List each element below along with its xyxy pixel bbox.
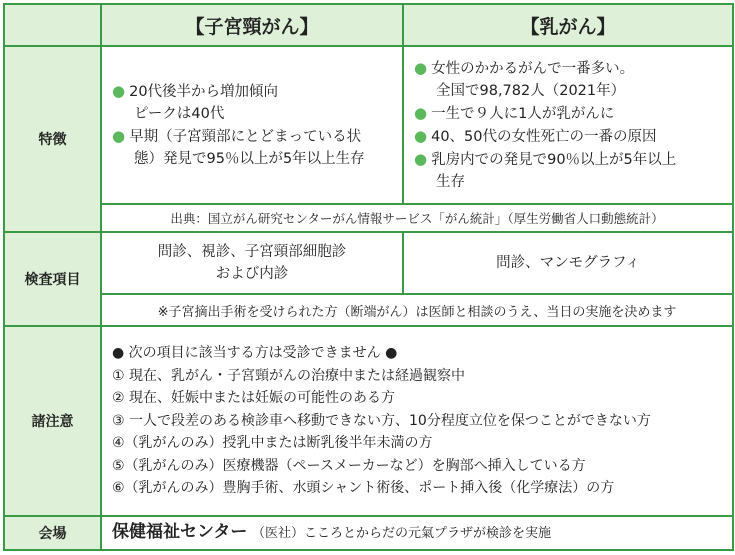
caution-item: ⑥（乳がんのみ）豊胸手術、水頭シャント術後、ポート挿入後（化学療法）の方 <box>112 480 615 497</box>
exam-cervical: 問診、視診、子宮頸部細胞診 および内診 <box>101 232 403 294</box>
header-breast: 【乳がん】 <box>403 4 733 46</box>
exam-label: 検査項目 <box>4 232 101 326</box>
header-cervical: 【子宮頸がん】 <box>101 4 403 46</box>
screening-table <box>3 3 734 551</box>
bullet-icon: ● <box>414 127 428 145</box>
header-corner <box>4 4 101 46</box>
caution-item: ④（乳がんのみ）授乳中または断乳後半年未満の方 <box>112 435 433 452</box>
caution-item: ② 現在、妊娠中または妊娠の可能性のある方 <box>112 390 395 407</box>
venue-detail: （医社）こころとからだの元氣プラザが検診を実施 <box>251 526 551 541</box>
features-breast: ● 女性のかかるがんで一番多い。 全国で98,782人（2021年） ● 一生で９人に1人が乳がんに ● 40、50代の女性死亡の一番の原因 ● 乳房内での発見で90％以上が5年以上 生存 <box>403 46 733 204</box>
caution-item: ⑤（乳がんのみ）医療機器（ペースメーカーなど）を胸部へ挿入している方 <box>112 457 586 474</box>
venue-label: 会場 <box>4 516 101 550</box>
caution-item: ③ 一人で段差のある検診車へ移動できない方、10分程度立位を保つことができない方 <box>112 412 651 429</box>
cautions-label: 諸注意 <box>4 326 101 516</box>
cautions-list <box>101 326 733 516</box>
cervical-feature-2: ● 早期（子宮頸部にとどまっている状 <box>112 127 362 145</box>
bullet-icon: ● <box>112 127 126 145</box>
cautions-heading: ● 次の項目に該当する方は受診できません ● <box>112 345 398 362</box>
exam-note: ※子宮摘出手術を受けられた方（断端がん）は医師と相談のうえ、当日の実施を決めます <box>101 294 733 326</box>
breast-feature-3: ● 40、50代の女性死亡の一番の原因 <box>414 127 657 145</box>
exam-breast: 問診、マンモグラフィ <box>403 232 733 294</box>
features-source: 出典：国立がん研究センターがん情報サービス「がん統計」（厚生労働省人口動態統計） <box>101 204 733 232</box>
caution-item: ① 現在、乳がん・子宮頸がんの治療中または経過観察中 <box>112 367 465 384</box>
venue-info <box>101 516 733 550</box>
bullet-icon: ● <box>414 59 428 77</box>
breast-feature-4: ● 乳房内での発見で90％以上が5年以上 <box>414 150 677 168</box>
features-label: 特徴 <box>4 46 101 232</box>
venue-name: 保健福祉センター <box>112 522 248 542</box>
features-cervical: ● 20代後半から増加傾向 ピークは40代 ● 早期（子宮頸部にとどまっている状 態）発見で95％以上が5年以上生存 <box>101 46 403 204</box>
bullet-icon: ● <box>112 82 126 100</box>
breast-feature-2: ● 一生で９人に1人が乳がんに <box>414 104 615 122</box>
breast-feature-1: ● 女性のかかるがんで一番多い。 <box>414 59 635 77</box>
bullet-icon: ● <box>414 104 428 122</box>
bullet-icon: ● <box>414 150 428 168</box>
cervical-feature-1: ● 20代後半から増加傾向 <box>112 82 279 100</box>
